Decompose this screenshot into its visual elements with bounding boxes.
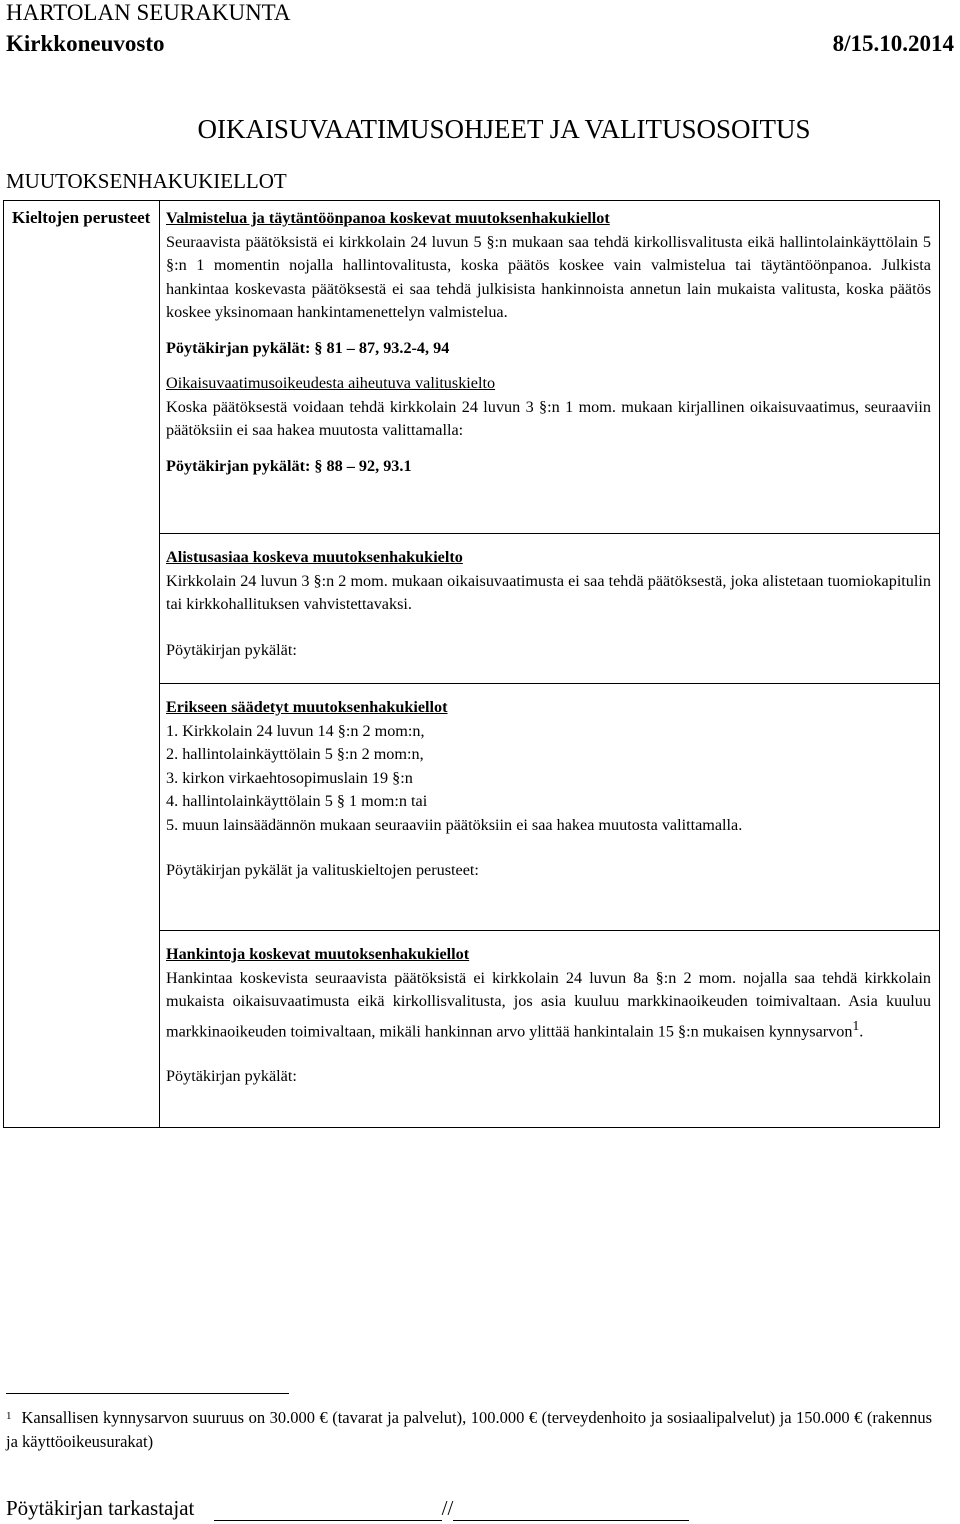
prohibitions-table <box>3 200 940 1128</box>
signature-blank-2[interactable] <box>453 1494 689 1521</box>
paragraph-end: . <box>859 1021 864 1040</box>
minutes-reference: Pöytäkirjan pykälät ja valituskieltojen perusteet: <box>166 861 479 879</box>
block-heading: Valmistelua ja täytäntöönpanoa koskevat muutoksenhakukiellot <box>166 209 610 227</box>
signature-label: Pöytäkirjan tarkastajat <box>6 1496 195 1520</box>
signature-separator: // <box>441 1496 454 1520</box>
block-paragraph: Koska päätöksestä voidaan tehdä kirkkolain 24 luvun 3 §:n 1 mom. mukaan kirjallinen oikaisuvaatimus, seuraaviin päätöksiin ei saa hakea muutosta valittamalla: <box>166 397 931 439</box>
list-item: 3. kirkon virkaehtosopimuslain 19 §:n <box>166 768 413 787</box>
block-separate-prohibitions <box>160 684 940 931</box>
minutes-reference: Pöytäkirjan pykälät: <box>166 1067 297 1086</box>
document-title: OIKAISUVAATIMUSOHJEET JA VALITUSOSOITUS <box>197 114 811 144</box>
block-paragraph: Kirkkolain 24 luvun 3 §:n 2 mom. mukaan oikaisuvaatimusta ei saa tehdä päätöksestä, joka alistetaan tuomiokapitulin tai kirkkohallituksen vahvistettavaksi. <box>166 571 931 613</box>
footnote-marker: 1 <box>852 1017 860 1033</box>
list-item: 1. Kirkkolain 24 luvun 14 §:n 2 mom:n, <box>166 721 425 740</box>
minutes-reference: Pöytäkirjan pykälät: <box>166 640 297 659</box>
footnote-text: Kansallisen kynnysarvon suuruus on 30.000 € (tavarat ja palvelut), 100.000 € (terveydenhoito ja sosiaalipalvelut) ja 150.000 € (rakennus ja käyttöoikeusurakat) <box>6 1408 932 1451</box>
reference-value: § 81 – 87, 93.2-4, 94 <box>314 338 450 357</box>
board-name: Kirkkoneuvosto <box>6 31 165 56</box>
footnote <box>6 1406 932 1454</box>
block-preparation <box>160 201 940 534</box>
signature-line <box>6 1494 689 1521</box>
reference-label: Pöytäkirjan pykälät: <box>166 456 311 475</box>
meeting-date: 8/15.10.2014 <box>832 31 954 56</box>
signature-blank-1[interactable] <box>214 1494 442 1521</box>
footnote-number: 1 <box>6 1410 12 1422</box>
minutes-reference <box>166 455 931 479</box>
block-paragraph: Seuraavista päätöksistä ei kirkkolain 24 luvun 5 §:n mukaan saa tehdä kirkollisvalitusta eikä hallintolainkäyttölain 5 §:n 1 momentin nojalla hallintovalitusta, koska päätös koskee vain valmistelua tai täytäntöönpanoa. Julkista hankintaa koskevasta päätöksestä ei saa tehdä julkisista hankinnoista annetun lain mukaista valitusta, koska päätös koskee yksinomaan hankintamenettelyn valmistelua. <box>166 232 931 321</box>
block-subheading: Oikaisuvaatimusoikeudesta aiheutuva valituskielto <box>166 374 496 392</box>
block-procurement <box>160 931 940 1128</box>
list-item: 2. hallintolainkäyttölain 5 §:n 2 mom:n, <box>166 745 424 763</box>
block-heading: Alistusasiaa koskeva muutoksenhakukielto <box>166 548 463 566</box>
block-confirmation <box>160 534 940 684</box>
footnote-divider <box>6 1393 289 1394</box>
side-label: Kieltojen perusteet <box>4 201 160 1128</box>
block-paragraph <box>166 967 931 1044</box>
reference-value: § 88 – 92, 93.1 <box>314 456 412 475</box>
list-item: 4. hallintolainkäyttölain 5 § 1 mom:n tai <box>166 792 428 810</box>
minutes-reference <box>166 337 931 361</box>
organization-name: HARTOLAN SEURAKUNTA <box>6 0 291 25</box>
paragraph-text: Hankintaa koskevista seuraavista päätöksistä ei kirkkolain 24 luvun 8a §:n 2 mom. nojalla saa tehdä kirkkolain mukaista oikaisuvaatimusta eikä kirkollisvalitusta, jos asia kuuluu markkinaoikeuden toimivaltaan. Asia kuuluu markkinaoikeuden toimivaltaan, mikäli hankinnan arvo ylittää hankintalain 15 §:n mukaisen kynnysarvon <box>166 968 931 1040</box>
section-title: MUUTOKSENHAKUKIELLOT <box>6 169 287 193</box>
table-row <box>4 201 940 534</box>
list-item: 5. muun lainsäädännön mukaan seuraaviin päätöksiin ei saa hakea muutosta valittamalla. <box>166 815 743 834</box>
block-heading: Erikseen säädetyt muutoksenhakukiellot <box>166 698 448 716</box>
block-heading: Hankintoja koskevat muutoksenhakukiellot <box>166 945 470 963</box>
reference-label: Pöytäkirjan pykälät: <box>166 338 311 357</box>
